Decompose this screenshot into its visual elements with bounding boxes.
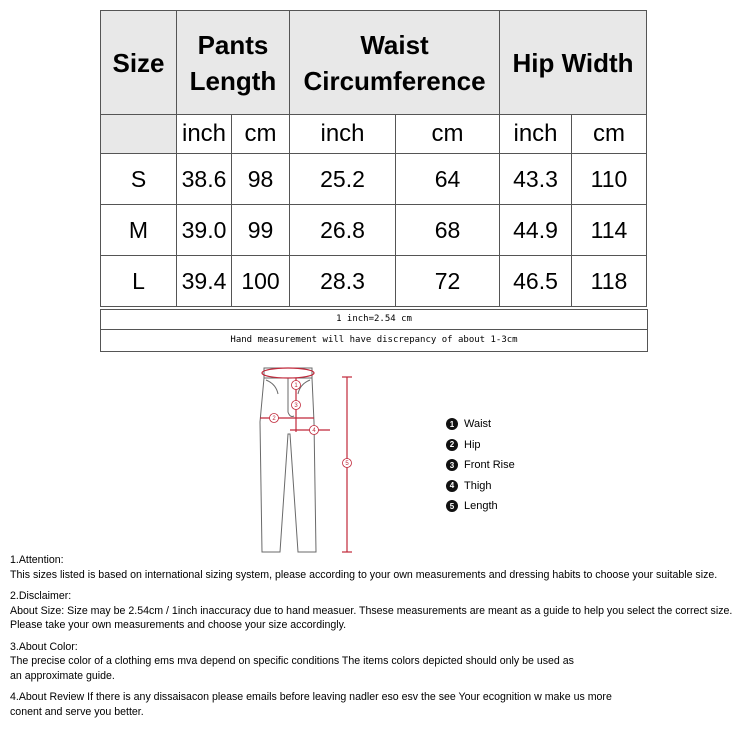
- value-cell: 38.6: [177, 154, 232, 205]
- value-cell: 64: [396, 154, 500, 205]
- value-cell: 98: [232, 154, 290, 205]
- size-label: S: [101, 154, 177, 205]
- value-cell: 46.5: [500, 256, 572, 307]
- review-block: [10, 690, 745, 719]
- legend-item-thigh: [446, 476, 515, 497]
- color-title: 3.About Color:: [10, 640, 78, 653]
- value-cell: 114: [572, 205, 647, 256]
- header-waist-line1: Waist: [360, 29, 429, 60]
- legend-item-front-rise: [446, 455, 515, 476]
- color-block: [10, 640, 745, 684]
- color-text-1: The precise color of a clothing ems mva depend on specific conditions The items colors depicted should only be used as: [10, 655, 574, 667]
- unit-cell: cm: [396, 115, 500, 154]
- measurement-legend: [446, 414, 515, 517]
- attention-title: 1.Attention:: [10, 554, 64, 566]
- header-pants-length: [177, 11, 290, 115]
- legend-number-3-icon: 3: [446, 459, 458, 471]
- value-cell: 43.3: [500, 154, 572, 205]
- value-cell: 72: [396, 256, 500, 307]
- legend-number-1-icon: 1: [446, 418, 458, 430]
- size-chart-table: [100, 10, 647, 307]
- legend-number-2-icon: 2: [446, 439, 458, 451]
- unit-cell: inch: [177, 115, 232, 154]
- color-text-2: an approximate guide.: [10, 669, 115, 682]
- legend-label: Thigh: [464, 479, 492, 492]
- legend-item-waist: [446, 414, 515, 435]
- table-row: [101, 256, 647, 307]
- header-waist-line2: Circumference: [303, 65, 486, 96]
- disclaimer-text-1: About Size: Size may be 2.54cm / 1inch inaccuracy due to hand measuer. Thsese measurements are meant as a guide to help you select the correct size.: [10, 604, 733, 617]
- value-cell: 25.2: [290, 154, 396, 205]
- unit-cell: cm: [232, 115, 290, 154]
- value-cell: 110: [572, 154, 647, 205]
- pants-pocket-left: [266, 380, 278, 394]
- header-waist: [290, 11, 500, 115]
- value-cell: 39.0: [177, 205, 232, 256]
- waist-measure-line: [262, 368, 314, 378]
- legend-item-hip: [446, 435, 515, 456]
- units-row: [101, 115, 647, 154]
- value-cell: 39.4: [177, 256, 232, 307]
- header-row: [101, 11, 647, 115]
- marker-3-label: 3: [294, 403, 298, 409]
- value-cell: 28.3: [290, 256, 396, 307]
- legend-label: Hip: [464, 438, 481, 451]
- header-pants-length-line2: Length: [189, 65, 277, 96]
- value-cell: 99: [232, 205, 290, 256]
- size-label: L: [101, 256, 177, 307]
- review-text-2: conent and serve you better.: [10, 705, 144, 718]
- conversion-note: 1 inch=2.54 cm: [100, 309, 648, 330]
- header-hip: Hip Width: [500, 11, 647, 115]
- value-cell: 26.8: [290, 205, 396, 256]
- pants-diagram: [250, 362, 370, 557]
- legend-label: Waist: [464, 418, 492, 431]
- review-text-1: 4.About Review If there is any dissaisacon please emails before leaving nadler eso esv the see Your ecognition w make us more: [10, 691, 612, 703]
- legend-number-5-icon: 5: [446, 500, 458, 512]
- value-cell: 68: [396, 205, 500, 256]
- discrepancy-note: Hand measurement will have discrepancy of about 1-3cm: [100, 329, 648, 352]
- value-cell: 118: [572, 256, 647, 307]
- disclaimer-block: [10, 589, 745, 633]
- value-cell: 100: [232, 256, 290, 307]
- info-section: [10, 553, 745, 726]
- marker-2-label: 2: [272, 416, 276, 422]
- legend-label: Length: [464, 500, 498, 513]
- legend-item-length: [446, 496, 515, 517]
- units-empty: [101, 115, 177, 154]
- unit-cell: inch: [290, 115, 396, 154]
- header-size: Size: [101, 11, 177, 115]
- legend-label: Front Rise: [464, 459, 515, 472]
- table-row: [101, 205, 647, 256]
- marker-5-label: 5: [345, 461, 349, 467]
- disclaimer-title: 2.Disclaimer:: [10, 590, 72, 602]
- header-pants-length-line1: Pants: [197, 29, 269, 60]
- attention-block: [10, 553, 745, 582]
- value-cell: 44.9: [500, 205, 572, 256]
- legend-number-4-icon: 4: [446, 480, 458, 492]
- marker-4-label: 4: [312, 428, 316, 434]
- marker-1-label: 1: [294, 383, 298, 389]
- attention-text: This sizes listed is based on international sizing system, please according to your own measurements and dressing habits to choose your suitable size.: [10, 568, 718, 581]
- table-row: [101, 154, 647, 205]
- unit-cell: inch: [500, 115, 572, 154]
- disclaimer-text-2: Please take your own measurements and choose your size accordingly.: [10, 619, 347, 631]
- unit-cell: cm: [572, 115, 647, 154]
- size-label: M: [101, 205, 177, 256]
